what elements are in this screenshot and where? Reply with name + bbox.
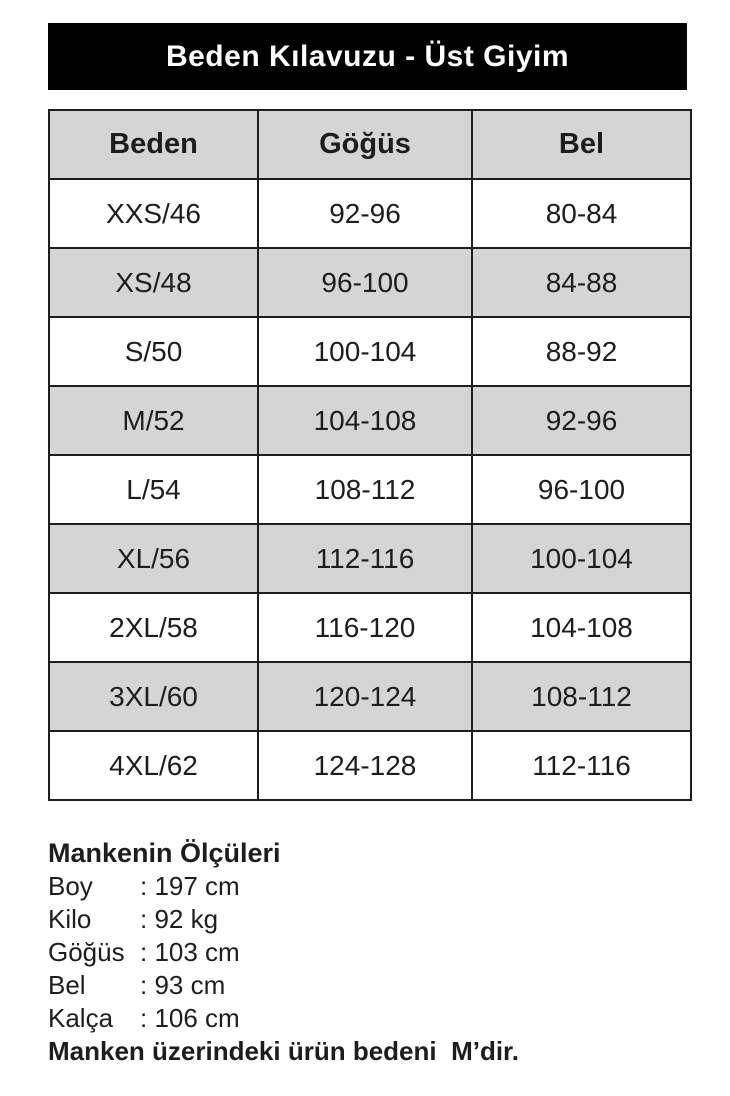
model-measurements-section (48, 837, 730, 1068)
chest-cell: 92-96 (258, 179, 472, 248)
waist-cell: 84-88 (472, 248, 691, 317)
model-size-note: Manken üzerindeki ürün bedeni M’dir. (48, 1036, 519, 1066)
table-row (49, 248, 691, 317)
size-cell: XL/56 (49, 524, 258, 593)
chest-cell: 112-116 (258, 524, 472, 593)
size-guide-title-bar (48, 23, 687, 90)
chest-cell: 120-124 (258, 662, 472, 731)
size-table (48, 109, 692, 801)
model-measurements-heading: Mankenin Ölçüleri (48, 838, 281, 868)
size-cell: 4XL/62 (49, 731, 258, 800)
size-cell: L/54 (49, 455, 258, 524)
table-row (49, 524, 691, 593)
measurement-label: Boy (48, 871, 93, 901)
measurement-label: Bel (48, 970, 86, 1000)
waist-cell: 108-112 (472, 662, 691, 731)
waist-cell: 88-92 (472, 317, 691, 386)
measurement-row (48, 870, 730, 903)
size-cell: XS/48 (49, 248, 258, 317)
table-row (49, 731, 691, 800)
column-header-size: Beden (49, 110, 258, 179)
table-row (49, 386, 691, 455)
waist-cell: 100-104 (472, 524, 691, 593)
table-row (49, 662, 691, 731)
table-row (49, 593, 691, 662)
size-cell: M/52 (49, 386, 258, 455)
column-header-chest: Göğüs (258, 110, 472, 179)
waist-cell: 96-100 (472, 455, 691, 524)
measurement-label: Kalça (48, 1003, 114, 1033)
size-cell: XXS/46 (49, 179, 258, 248)
chest-cell: 124-128 (258, 731, 472, 800)
table-row (49, 455, 691, 524)
table-row (49, 317, 691, 386)
table-header-row (49, 110, 691, 179)
chest-cell: 108-112 (258, 455, 472, 524)
measurement-row (48, 903, 730, 936)
column-header-waist: Bel (472, 110, 691, 179)
measurement-label: Göğüs (48, 937, 125, 967)
measurement-value: : 106 cm (140, 1003, 240, 1033)
page-title: Beden Kılavuzu - Üst Giyim (165, 39, 570, 73)
chest-cell: 96-100 (258, 248, 472, 317)
size-cell: 2XL/58 (49, 593, 258, 662)
measurement-value: : 92 kg (140, 904, 219, 934)
table-row (49, 179, 691, 248)
size-cell: S/50 (49, 317, 258, 386)
chest-cell: 116-120 (258, 593, 472, 662)
measurement-row (48, 936, 730, 969)
waist-cell: 80-84 (472, 179, 691, 248)
measurement-row (48, 1002, 730, 1035)
measurement-row (48, 969, 730, 1002)
chest-cell: 104-108 (258, 386, 472, 455)
measurement-label: Kilo (48, 904, 92, 934)
chest-cell: 100-104 (258, 317, 472, 386)
waist-cell: 92-96 (472, 386, 691, 455)
measurement-value: : 93 cm (140, 970, 226, 1000)
size-cell: 3XL/60 (49, 662, 258, 731)
waist-cell: 112-116 (472, 731, 691, 800)
measurement-value: : 103 cm (140, 937, 240, 967)
measurement-value: : 197 cm (140, 871, 240, 901)
waist-cell: 104-108 (472, 593, 691, 662)
